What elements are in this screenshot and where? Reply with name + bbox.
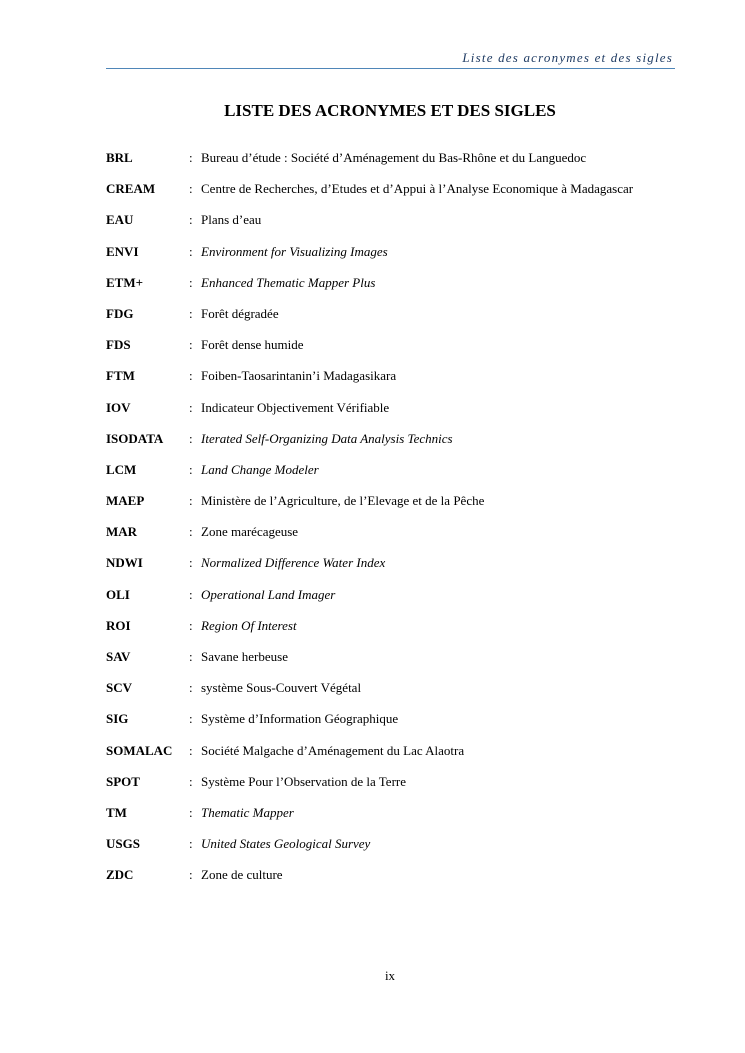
acronym-separator: : (189, 836, 193, 852)
acronym-row (106, 429, 686, 460)
acronym-separator: : (189, 711, 193, 727)
acronym-row (106, 709, 686, 740)
acronym-row (106, 179, 686, 210)
acronym-definition: Iterated Self-Organizing Data Analysis Technics (201, 430, 453, 446)
acronym-term: FDG (106, 305, 134, 321)
acronym-separator: : (189, 212, 193, 228)
acronym-definition: Système Pour l’Observation de la Terre (201, 773, 406, 789)
acronym-separator: : (189, 555, 193, 571)
acronym-row (106, 335, 686, 366)
acronym-definition: Region Of Interest (201, 617, 297, 633)
acronym-separator: : (189, 680, 193, 696)
acronym-definition: Indicateur Objectivement Vérifiable (201, 399, 390, 415)
acronym-term: ROI (106, 617, 131, 633)
acronym-term: FTM (106, 368, 135, 384)
acronym-definition: Plans d’eau (201, 212, 262, 228)
acronym-separator: : (189, 305, 193, 321)
acronym-separator: : (189, 337, 193, 353)
acronym-term: SAV (106, 649, 131, 664)
acronym-separator: : (189, 430, 193, 446)
acronym-separator: : (189, 742, 193, 758)
page-title: LISTE DES ACRONYMES ET DES SIGLES (224, 101, 556, 120)
acronym-term: SOMALAC (106, 742, 173, 758)
acronym-definition: Centre de Recherches, d’Etudes et d’Appui à l’Analyse Economique à Madagascar (201, 181, 634, 197)
acronym-list (106, 148, 686, 897)
acronym-separator: : (189, 399, 193, 415)
acronym-row (106, 616, 686, 647)
acronym-definition: Ministère de l’Agriculture, de l’Elevage et de la Pêche (201, 493, 485, 509)
acronym-row (106, 772, 686, 803)
acronym-row (106, 553, 686, 584)
acronym-row (106, 803, 686, 834)
acronym-term: ETM+ (106, 274, 144, 290)
acronym-row (106, 398, 686, 429)
acronym-definition: Système d’Information Géographique (201, 711, 399, 727)
acronym-row (106, 585, 686, 616)
acronym-term: OLI (106, 586, 130, 602)
acronym-definition: Enhanced Thematic Mapper Plus (201, 274, 376, 290)
acronym-separator: : (189, 649, 193, 664)
acronym-term: SCV (106, 680, 133, 696)
acronym-definition: Normalized Difference Water Index (201, 555, 386, 571)
acronym-row (106, 865, 686, 896)
acronym-term: IOV (106, 399, 131, 415)
acronym-term: CREAM (106, 181, 156, 197)
acronym-term: TM (106, 804, 127, 820)
acronym-term: ENVI (106, 243, 139, 259)
acronym-term: ZDC (106, 867, 134, 883)
acronym-row (106, 242, 686, 273)
acronym-term: FDS (106, 337, 131, 353)
acronym-definition: Environment for Visualizing Images (201, 243, 388, 259)
acronym-separator: : (189, 867, 193, 883)
acronym-term: NDWI (106, 555, 143, 571)
acronym-definition: Bureau d’étude : Société d’Aménagement du Bas-Rhône et du Languedoc (201, 150, 587, 165)
acronym-definition: Zone marécageuse (201, 524, 299, 540)
acronym-separator: : (189, 804, 193, 820)
acronym-definition: Land Change Modeler (201, 461, 319, 477)
acronym-row (106, 491, 686, 522)
acronym-row (106, 148, 686, 179)
acronym-term: LCM (106, 461, 137, 477)
page-number: ix (384, 968, 396, 983)
acronym-separator: : (189, 368, 193, 384)
acronym-separator: : (189, 274, 193, 290)
acronym-separator: : (189, 493, 193, 509)
acronym-term: BRL (106, 150, 133, 165)
acronym-separator: : (189, 773, 193, 789)
acronym-definition: Operational Land Imager (201, 586, 336, 602)
running-header-title: Liste des acronymes et des sigles (462, 50, 673, 65)
acronym-row (106, 647, 686, 678)
acronym-row (106, 366, 686, 397)
acronym-row (106, 678, 686, 709)
acronym-row (106, 460, 686, 491)
acronym-definition: Savane herbeuse (201, 649, 288, 664)
acronym-term: SIG (106, 711, 129, 727)
acronym-definition: Foiben-Taosarintanin’i Madagasikara (201, 368, 397, 384)
acronym-term: USGS (106, 836, 140, 852)
acronym-separator: : (189, 617, 193, 633)
acronym-term: MAR (106, 524, 138, 540)
acronym-term: ISODATA (106, 430, 164, 446)
acronym-term: MAEP (106, 493, 145, 509)
acronym-definition: Forêt dense humide (201, 337, 304, 353)
acronym-separator: : (189, 524, 193, 540)
acronym-definition: Société Malgache d’Aménagement du Lac Alaotra (201, 742, 465, 758)
acronym-definition: Thematic Mapper (201, 804, 294, 820)
acronym-definition: Zone de culture (201, 867, 283, 883)
acronym-term: SPOT (106, 773, 140, 789)
acronym-separator: : (189, 181, 193, 197)
acronym-separator: : (189, 150, 193, 165)
acronym-separator: : (189, 586, 193, 602)
acronym-row (106, 741, 686, 772)
acronym-definition: système Sous-Couvert Végétal (201, 680, 362, 696)
acronym-row (106, 304, 686, 335)
acronym-row (106, 522, 686, 553)
acronym-definition: Forêt dégradée (201, 305, 279, 321)
acronym-term: EAU (106, 212, 134, 228)
acronym-separator: : (189, 461, 193, 477)
acronym-separator: : (189, 243, 193, 259)
header-rule (106, 68, 675, 69)
acronym-row (106, 834, 686, 865)
acronym-row (106, 273, 686, 304)
acronym-row (106, 210, 686, 241)
acronym-definition: United States Geological Survey (201, 836, 371, 852)
